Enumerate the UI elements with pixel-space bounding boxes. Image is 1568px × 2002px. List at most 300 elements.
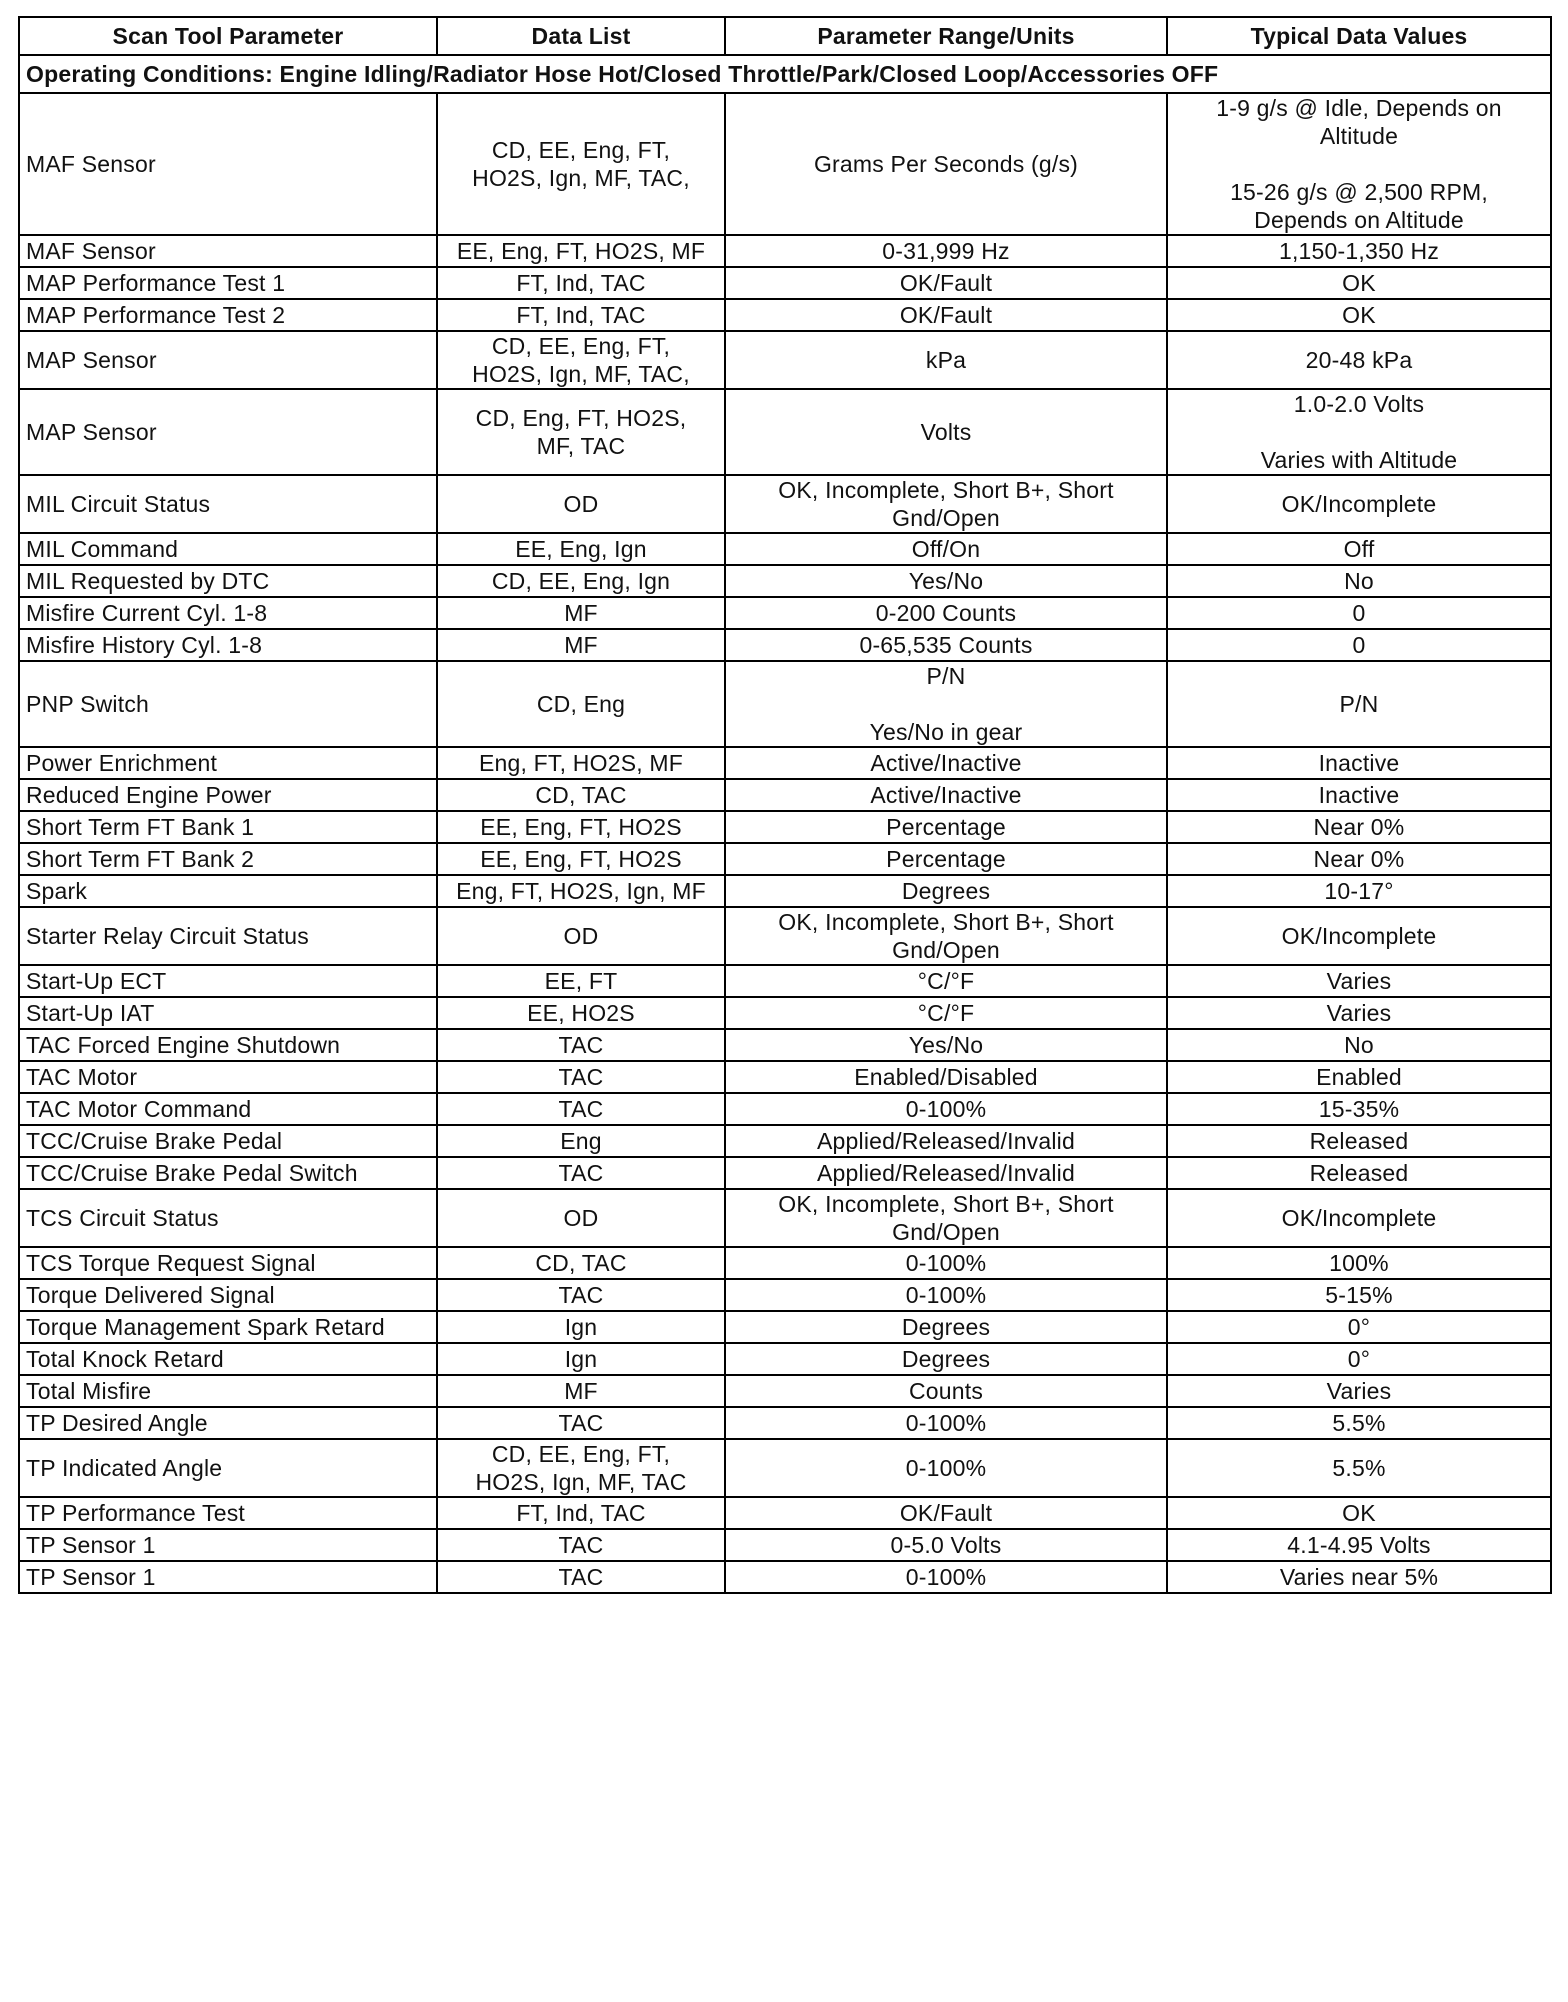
range-units-cell-line: Gnd/Open — [892, 937, 1000, 963]
typical-value-cell-line: OK — [1342, 1500, 1376, 1526]
typical-value-cell — [1167, 747, 1551, 779]
table-row — [19, 997, 1551, 1029]
table-row — [19, 1279, 1551, 1311]
table-row — [19, 1189, 1551, 1247]
data-list-cell — [437, 533, 725, 565]
range-units-cell-line: 0-31,999 Hz — [882, 238, 1010, 264]
data-list-cell — [437, 299, 725, 331]
range-units-cell-line: 0-100% — [905, 1455, 987, 1481]
range-units-cell — [725, 1157, 1167, 1189]
range-units-cell-line: 0-5.0 Volts — [890, 1532, 1002, 1558]
data-list-cell — [437, 1093, 725, 1125]
parameter-cell: MIL Command — [19, 533, 437, 565]
range-units-cell-line: P/N — [926, 663, 966, 689]
data-list-cell-line: CD, EE, Eng, Ign — [491, 568, 671, 594]
parameter-cell: TCC/Cruise Brake Pedal — [19, 1125, 437, 1157]
range-units-cell-line: Gnd/Open — [892, 505, 1000, 531]
parameter-cell: Short Term FT Bank 1 — [19, 811, 437, 843]
table-row — [19, 875, 1551, 907]
data-list-cell — [437, 1157, 725, 1189]
typical-value-cell-line: Altitude — [1319, 123, 1399, 149]
range-units-cell-line: Yes/No — [908, 568, 984, 594]
data-list-cell — [437, 93, 725, 235]
range-units-cell — [725, 1093, 1167, 1125]
data-list-cell — [437, 389, 725, 475]
parameter-cell: Reduced Engine Power — [19, 779, 437, 811]
data-list-cell-line: Ign — [564, 1346, 598, 1372]
data-list-cell-line: Eng — [560, 1128, 602, 1154]
data-list-cell — [437, 235, 725, 267]
parameter-cell: MAP Performance Test 2 — [19, 299, 437, 331]
typical-value-cell-line: Off — [1343, 536, 1375, 562]
data-list-cell — [437, 475, 725, 533]
typical-value-cell — [1167, 1439, 1551, 1497]
table-row — [19, 661, 1551, 747]
typical-value-cell — [1167, 811, 1551, 843]
data-list-cell — [437, 1561, 725, 1593]
table-row — [19, 747, 1551, 779]
range-units-cell — [725, 811, 1167, 843]
typical-value-cell — [1167, 1061, 1551, 1093]
range-units-cell-line: Volts — [920, 419, 972, 445]
typical-value-cell-line: 5.5% — [1332, 1455, 1386, 1481]
typical-value-cell — [1167, 475, 1551, 533]
range-units-cell — [725, 1061, 1167, 1093]
typical-value-cell — [1167, 1157, 1551, 1189]
typical-value-cell — [1167, 93, 1551, 235]
range-units-cell-line: Yes/No in gear — [869, 719, 1023, 745]
header-scan-tool-parameter: Scan Tool Parameter — [19, 17, 437, 55]
table-row — [19, 267, 1551, 299]
table-row — [19, 597, 1551, 629]
typical-value-cell — [1167, 331, 1551, 389]
parameter-cell: TP Indicated Angle — [19, 1439, 437, 1497]
data-list-cell-line: EE, Eng, FT, HO2S — [480, 814, 682, 840]
range-units-cell — [725, 1497, 1167, 1529]
typical-value-cell — [1167, 907, 1551, 965]
data-list-cell-line: CD, EE, Eng, FT, — [491, 1441, 671, 1467]
data-list-cell — [437, 1189, 725, 1247]
typical-value-cell-line: Near 0% — [1313, 814, 1405, 840]
typical-value-cell — [1167, 533, 1551, 565]
table-row — [19, 93, 1551, 235]
data-list-cell-line: TAC — [558, 1532, 604, 1558]
data-list-cell-line: OD — [563, 1205, 599, 1231]
data-list-cell-line: MF, TAC — [536, 433, 626, 459]
typical-value-cell-line: 100% — [1329, 1250, 1389, 1276]
range-units-cell-line: Degrees — [901, 878, 991, 904]
line-gap — [732, 690, 1160, 718]
typical-value-cell-line: 0° — [1347, 1346, 1371, 1372]
data-list-cell — [437, 1061, 725, 1093]
typical-value-cell — [1167, 997, 1551, 1029]
range-units-cell — [725, 299, 1167, 331]
data-list-cell-line: Eng, FT, HO2S, Ign, MF — [456, 878, 706, 904]
parameter-cell: TP Sensor 1 — [19, 1529, 437, 1561]
typical-value-cell-line: 15-35% — [1318, 1096, 1400, 1122]
table-body — [19, 55, 1551, 1593]
typical-value-cell-line: No — [1344, 1032, 1374, 1058]
range-units-cell — [725, 597, 1167, 629]
typical-value-cell-line: 5-15% — [1325, 1282, 1393, 1308]
data-list-cell-line: CD, Eng, FT, HO2S, — [475, 405, 687, 431]
typical-value-cell-line: OK/Incomplete — [1281, 923, 1437, 949]
parameter-cell: TP Sensor 1 — [19, 1561, 437, 1593]
table-row — [19, 811, 1551, 843]
typical-value-cell — [1167, 267, 1551, 299]
scan-tool-data-table — [18, 16, 1552, 1594]
data-list-cell-line: EE, Eng, FT, HO2S — [480, 846, 682, 872]
typical-value-cell — [1167, 1497, 1551, 1529]
typical-value-cell-line: Inactive — [1318, 782, 1400, 808]
typical-value-cell-line: P/N — [1339, 691, 1379, 717]
parameter-cell: Power Enrichment — [19, 747, 437, 779]
parameter-cell: Total Knock Retard — [19, 1343, 437, 1375]
typical-value-cell-line: 20-48 kPa — [1305, 347, 1413, 373]
typical-value-cell — [1167, 565, 1551, 597]
range-units-cell — [725, 965, 1167, 997]
data-list-cell-line: OD — [563, 923, 599, 949]
typical-value-cell-line: OK — [1342, 270, 1376, 296]
typical-value-cell-line: Released — [1309, 1128, 1409, 1154]
data-list-cell-line: CD, TAC — [535, 782, 627, 808]
range-units-cell — [725, 747, 1167, 779]
range-units-cell — [725, 235, 1167, 267]
typical-value-cell-line: Enabled — [1316, 1064, 1402, 1090]
range-units-cell-line: 0-200 Counts — [875, 600, 1017, 626]
table-row — [19, 475, 1551, 533]
parameter-cell: MAF Sensor — [19, 235, 437, 267]
range-units-cell — [725, 1029, 1167, 1061]
data-list-cell — [437, 1311, 725, 1343]
range-units-cell-line: Percentage — [886, 814, 1006, 840]
parameter-cell: Torque Management Spark Retard — [19, 1311, 437, 1343]
range-units-cell-line: kPa — [925, 347, 967, 373]
range-units-cell — [725, 267, 1167, 299]
range-units-cell — [725, 389, 1167, 475]
table-row — [19, 1407, 1551, 1439]
range-units-cell — [725, 1189, 1167, 1247]
typical-value-cell-line: 4.1-4.95 Volts — [1287, 1532, 1431, 1558]
typical-value-cell-line: OK/Incomplete — [1281, 491, 1437, 517]
range-units-cell — [725, 1247, 1167, 1279]
typical-value-cell-line: Varies — [1326, 1378, 1392, 1404]
data-list-cell — [437, 1407, 725, 1439]
header-row — [19, 17, 1551, 55]
data-list-cell-line: FT, Ind, TAC — [516, 302, 646, 328]
data-list-cell-line: MF — [564, 600, 598, 626]
data-list-cell-line: CD, TAC — [535, 1250, 627, 1276]
table-row — [19, 1029, 1551, 1061]
parameter-cell: Start-Up IAT — [19, 997, 437, 1029]
data-list-cell-line: TAC — [558, 1282, 604, 1308]
table-row — [19, 843, 1551, 875]
data-list-cell-line: EE, Eng, Ign — [515, 536, 647, 562]
typical-value-cell-line: Near 0% — [1313, 846, 1405, 872]
range-units-cell-line: °C/°F — [917, 968, 975, 994]
typical-value-cell — [1167, 629, 1551, 661]
parameter-cell: MIL Circuit Status — [19, 475, 437, 533]
parameter-cell: Spark — [19, 875, 437, 907]
typical-value-cell-line: No — [1344, 568, 1374, 594]
parameter-cell: Short Term FT Bank 2 — [19, 843, 437, 875]
operating-conditions: Operating Conditions: Engine Idling/Radiator Hose Hot/Closed Throttle/Park/Closed Loop/Accessories OFF — [19, 55, 1551, 93]
range-units-cell-line: Applied/Released/Invalid — [817, 1160, 1075, 1186]
typical-value-cell-line: 1.0-2.0 Volts — [1293, 391, 1425, 417]
typical-value-cell-line: Released — [1309, 1160, 1409, 1186]
range-units-cell-line: Degrees — [901, 1346, 991, 1372]
range-units-cell — [725, 629, 1167, 661]
parameter-cell: Torque Delivered Signal — [19, 1279, 437, 1311]
table-row — [19, 1061, 1551, 1093]
range-units-cell-line: OK, Incomplete, Short B+, Short — [778, 909, 1114, 935]
range-units-cell-line: 0-100% — [905, 1564, 987, 1590]
typical-value-cell — [1167, 1529, 1551, 1561]
data-list-cell-line: TAC — [558, 1064, 604, 1090]
range-units-cell-line: OK, Incomplete, Short B+, Short — [778, 477, 1114, 503]
data-list-cell — [437, 661, 725, 747]
data-list-cell-line: FT, Ind, TAC — [516, 1500, 646, 1526]
data-list-cell-line: EE, HO2S — [527, 1000, 635, 1026]
typical-value-cell-line: 1-9 g/s @ Idle, Depends on — [1216, 95, 1502, 121]
typical-value-cell — [1167, 1279, 1551, 1311]
data-list-cell — [437, 907, 725, 965]
data-list-cell-line: EE, Eng, FT, HO2S, MF — [456, 238, 706, 264]
table-row — [19, 965, 1551, 997]
data-list-cell-line: Ign — [564, 1314, 598, 1340]
range-units-cell-line: OK/Fault — [899, 1500, 993, 1526]
data-list-cell — [437, 565, 725, 597]
table-row — [19, 299, 1551, 331]
data-list-cell-line: CD, Eng — [536, 691, 626, 717]
data-list-cell — [437, 1375, 725, 1407]
typical-value-cell-line: Varies near 5% — [1279, 1564, 1439, 1590]
typical-value-cell — [1167, 389, 1551, 475]
table-row — [19, 1157, 1551, 1189]
line-gap — [1174, 150, 1544, 178]
table-row — [19, 1093, 1551, 1125]
range-units-cell-line: Applied/Released/Invalid — [817, 1128, 1075, 1154]
table-row — [19, 389, 1551, 475]
data-list-cell-line: EE, FT — [544, 968, 618, 994]
parameter-cell: Total Misfire — [19, 1375, 437, 1407]
range-units-cell — [725, 565, 1167, 597]
typical-value-cell-line: 15-26 g/s @ 2,500 RPM, — [1230, 179, 1488, 205]
typical-value-cell-line: OK — [1342, 302, 1376, 328]
data-list-cell — [437, 1497, 725, 1529]
typical-value-cell — [1167, 843, 1551, 875]
table-row — [19, 533, 1551, 565]
table-row — [19, 907, 1551, 965]
range-units-cell-line: Degrees — [901, 1314, 991, 1340]
table-row — [19, 779, 1551, 811]
typical-value-cell — [1167, 875, 1551, 907]
table-row — [19, 1375, 1551, 1407]
typical-value-cell — [1167, 1311, 1551, 1343]
typical-value-cell-line: Inactive — [1318, 750, 1400, 776]
data-list-cell — [437, 1029, 725, 1061]
line-gap — [1174, 418, 1544, 446]
range-units-cell — [725, 661, 1167, 747]
table-row — [19, 1529, 1551, 1561]
header-typical-data-values: Typical Data Values — [1167, 17, 1551, 55]
table-row — [19, 1247, 1551, 1279]
parameter-cell: MAP Sensor — [19, 389, 437, 475]
operating-conditions-row — [19, 55, 1551, 93]
data-list-cell — [437, 1343, 725, 1375]
header-parameter-range-units: Parameter Range/Units — [725, 17, 1167, 55]
table-row — [19, 1125, 1551, 1157]
range-units-cell — [725, 1311, 1167, 1343]
typical-value-cell-line: 0 — [1352, 600, 1366, 626]
parameter-cell: MAP Performance Test 1 — [19, 267, 437, 299]
range-units-cell — [725, 93, 1167, 235]
parameter-cell: TAC Motor — [19, 1061, 437, 1093]
range-units-cell-line: Grams Per Seconds (g/s) — [813, 151, 1079, 177]
typical-value-cell-line: 10-17° — [1324, 878, 1394, 904]
data-list-cell — [437, 965, 725, 997]
table-row — [19, 629, 1551, 661]
range-units-cell — [725, 1529, 1167, 1561]
data-list-cell-line: TAC — [558, 1096, 604, 1122]
range-units-cell — [725, 475, 1167, 533]
parameter-cell: TAC Forced Engine Shutdown — [19, 1029, 437, 1061]
table-row — [19, 1497, 1551, 1529]
range-units-cell-line: 0-100% — [905, 1410, 987, 1436]
range-units-cell-line: Off/On — [911, 536, 981, 562]
parameter-cell: Misfire Current Cyl. 1-8 — [19, 597, 437, 629]
typical-value-cell — [1167, 235, 1551, 267]
range-units-cell-line: 0-100% — [905, 1282, 987, 1308]
range-units-cell — [725, 1439, 1167, 1497]
typical-value-cell — [1167, 779, 1551, 811]
data-list-cell-line: CD, EE, Eng, FT, — [491, 137, 671, 163]
range-units-cell-line: °C/°F — [917, 1000, 975, 1026]
table-row — [19, 331, 1551, 389]
data-list-cell-line: FT, Ind, TAC — [516, 270, 646, 296]
data-list-cell — [437, 747, 725, 779]
typical-value-cell — [1167, 299, 1551, 331]
table-row — [19, 1439, 1551, 1497]
typical-value-cell-line: Varies — [1326, 968, 1392, 994]
typical-value-cell — [1167, 1029, 1551, 1061]
parameter-cell: TP Performance Test — [19, 1497, 437, 1529]
data-list-cell-line: MF — [564, 1378, 598, 1404]
data-list-cell-line: OD — [563, 491, 599, 517]
data-list-cell-line: HO2S, Ign, MF, TAC, — [472, 361, 690, 387]
header-data-list: Data List — [437, 17, 725, 55]
parameter-cell: MAF Sensor — [19, 93, 437, 235]
range-units-cell — [725, 843, 1167, 875]
table-row — [19, 1343, 1551, 1375]
range-units-cell-line: Yes/No — [908, 1032, 984, 1058]
range-units-cell — [725, 875, 1167, 907]
scan-tool-data-sheet — [18, 16, 1550, 1594]
range-units-cell-line: OK/Fault — [899, 302, 993, 328]
typical-value-cell-line: 5.5% — [1332, 1410, 1386, 1436]
table-row — [19, 235, 1551, 267]
parameter-cell: MIL Requested by DTC — [19, 565, 437, 597]
range-units-cell — [725, 533, 1167, 565]
typical-value-cell-line: Varies with Altitude — [1260, 447, 1458, 473]
typical-value-cell-line: 1,150-1,350 Hz — [1278, 238, 1440, 264]
data-list-cell-line: CD, EE, Eng, FT, — [491, 333, 671, 359]
parameter-cell: Starter Relay Circuit Status — [19, 907, 437, 965]
range-units-cell — [725, 997, 1167, 1029]
range-units-cell-line: Enabled/Disabled — [854, 1064, 1038, 1090]
typical-value-cell — [1167, 1375, 1551, 1407]
typical-value-cell-line: 0° — [1347, 1314, 1371, 1340]
typical-value-cell-line: Varies — [1326, 1000, 1392, 1026]
range-units-cell — [725, 907, 1167, 965]
range-units-cell — [725, 1407, 1167, 1439]
data-list-cell-line: HO2S, Ign, MF, TAC, — [472, 165, 690, 191]
parameter-cell: TCS Circuit Status — [19, 1189, 437, 1247]
typical-value-cell — [1167, 1125, 1551, 1157]
range-units-cell-line: 0-65,535 Counts — [859, 632, 1033, 658]
data-list-cell-line: HO2S, Ign, MF, TAC — [475, 1469, 687, 1495]
range-units-cell-line: 0-100% — [905, 1250, 987, 1276]
data-list-cell — [437, 267, 725, 299]
data-list-cell — [437, 1125, 725, 1157]
typical-value-cell — [1167, 661, 1551, 747]
range-units-cell-line: OK, Incomplete, Short B+, Short — [778, 1191, 1114, 1217]
data-list-cell — [437, 1439, 725, 1497]
range-units-cell — [725, 1375, 1167, 1407]
typical-value-cell-line: OK/Incomplete — [1281, 1205, 1437, 1231]
parameter-cell: TAC Motor Command — [19, 1093, 437, 1125]
typical-value-cell — [1167, 1343, 1551, 1375]
data-list-cell-line: TAC — [558, 1032, 604, 1058]
table-row — [19, 565, 1551, 597]
range-units-cell-line: Counts — [908, 1378, 984, 1404]
typical-value-cell — [1167, 1189, 1551, 1247]
range-units-cell — [725, 779, 1167, 811]
data-list-cell — [437, 779, 725, 811]
table-row — [19, 1311, 1551, 1343]
parameter-cell: TCS Torque Request Signal — [19, 1247, 437, 1279]
parameter-cell: PNP Switch — [19, 661, 437, 747]
range-units-cell — [725, 1279, 1167, 1311]
data-list-cell — [437, 331, 725, 389]
parameter-cell: Misfire History Cyl. 1-8 — [19, 629, 437, 661]
data-list-cell-line: TAC — [558, 1410, 604, 1436]
range-units-cell — [725, 1561, 1167, 1593]
typical-value-cell — [1167, 597, 1551, 629]
typical-value-cell — [1167, 1561, 1551, 1593]
range-units-cell-line: Percentage — [886, 846, 1006, 872]
data-list-cell-line: MF — [564, 632, 598, 658]
typical-value-cell — [1167, 1093, 1551, 1125]
typical-value-cell — [1167, 965, 1551, 997]
data-list-cell — [437, 997, 725, 1029]
data-list-cell-line: Eng, FT, HO2S, MF — [478, 750, 684, 776]
range-units-cell — [725, 1125, 1167, 1157]
parameter-cell: Start-Up ECT — [19, 965, 437, 997]
range-units-cell — [725, 1343, 1167, 1375]
range-units-cell-line: OK/Fault — [899, 270, 993, 296]
typical-value-cell-line: 0 — [1352, 632, 1366, 658]
typical-value-cell — [1167, 1247, 1551, 1279]
range-units-cell-line: Active/Inactive — [870, 750, 1022, 776]
data-list-cell — [437, 597, 725, 629]
range-units-cell-line: Active/Inactive — [870, 782, 1022, 808]
data-list-cell — [437, 1279, 725, 1311]
parameter-cell: TP Desired Angle — [19, 1407, 437, 1439]
range-units-cell-line: 0-100% — [905, 1096, 987, 1122]
range-units-cell — [725, 331, 1167, 389]
data-list-cell — [437, 811, 725, 843]
